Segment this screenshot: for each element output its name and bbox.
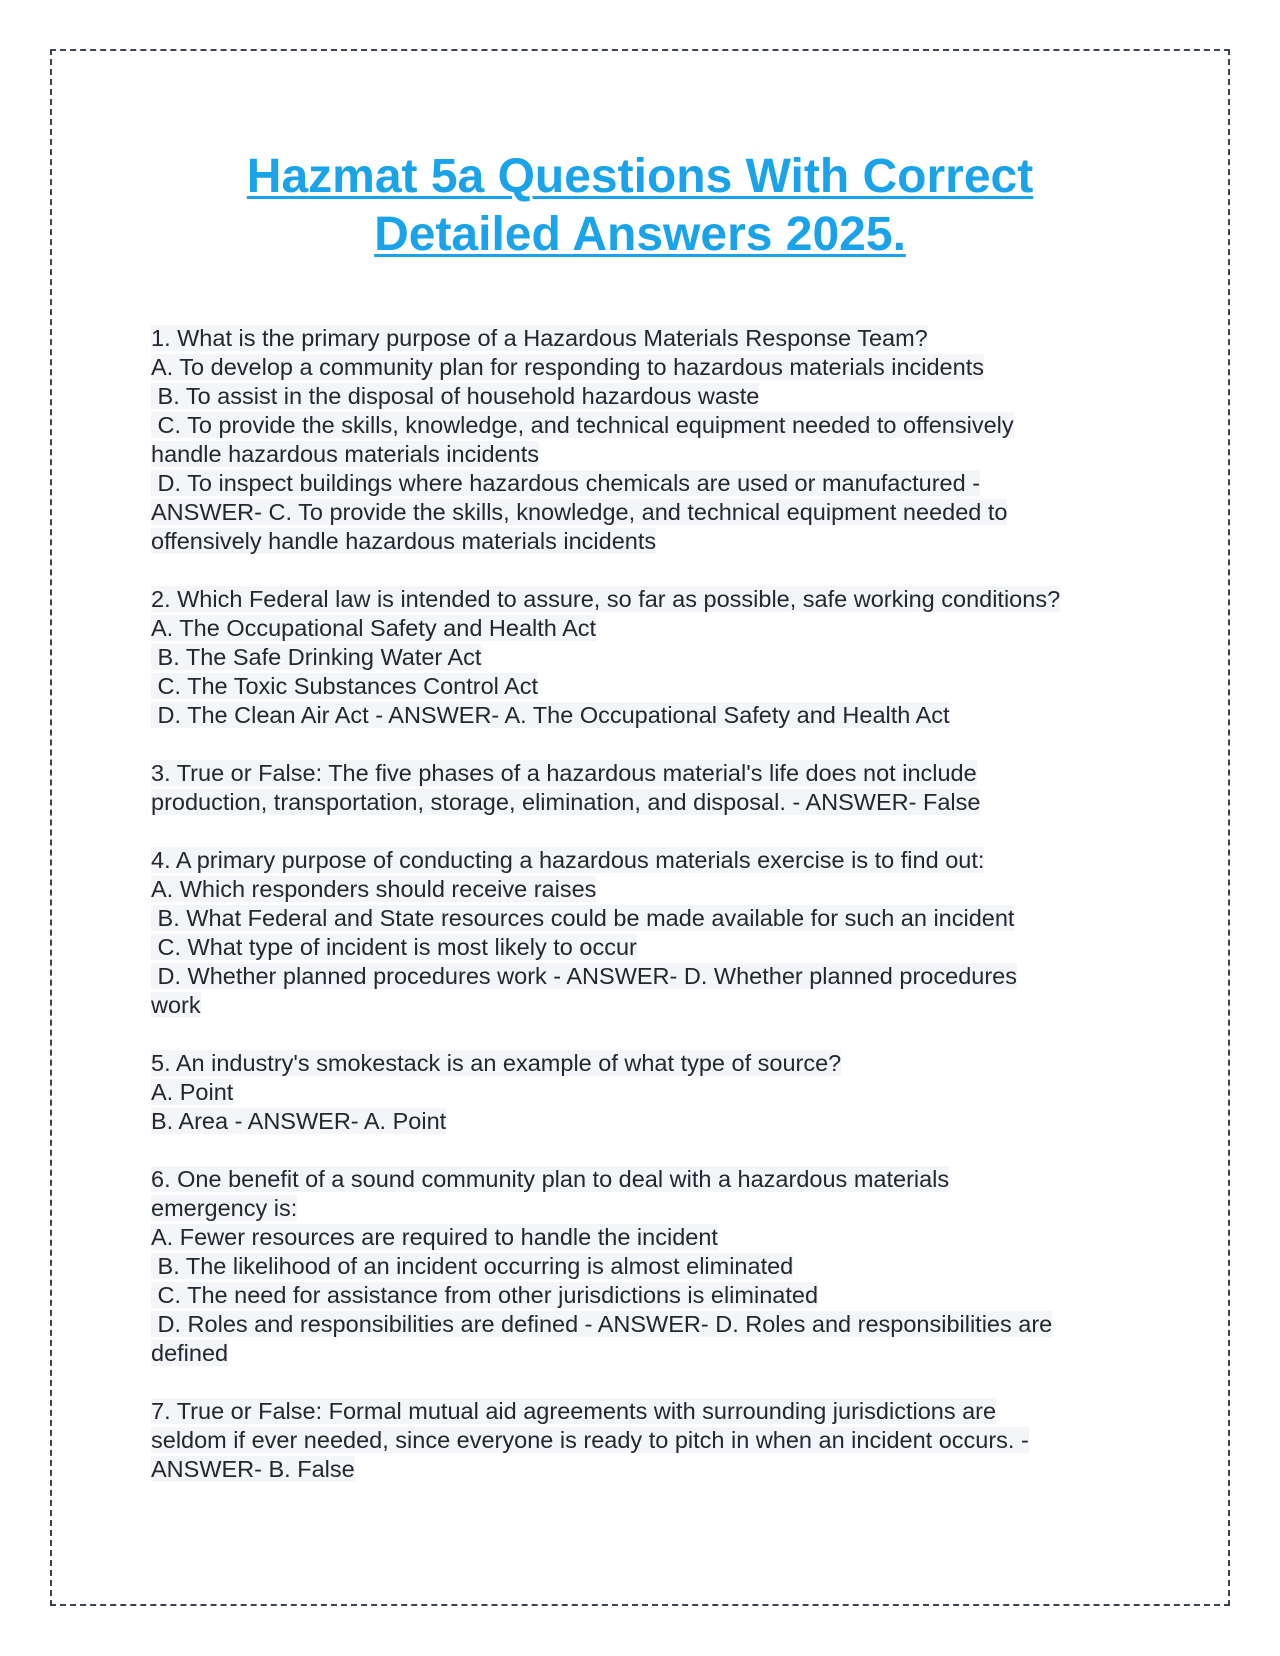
question-text: A. Which responders should receive raises <box>151 876 597 902</box>
question-line <box>151 672 1141 701</box>
question-line <box>151 788 1141 817</box>
question-line <box>151 933 1141 962</box>
question-text: C. The need for assistance from other jurisdictions is eliminated <box>151 1282 819 1308</box>
question-text: ANSWER- B. False <box>151 1456 355 1482</box>
question-text: B. The likelihood of an incident occurring is almost eliminated <box>151 1253 794 1279</box>
question-block <box>151 846 1141 1020</box>
question-text: 5. An industry's smokestack is an example of what type of source? <box>151 1050 842 1076</box>
question-line <box>151 846 1141 875</box>
question-text: B. What Federal and State resources could be made available for such an incident <box>151 905 1015 931</box>
question-line <box>151 614 1141 643</box>
question-line <box>151 353 1141 382</box>
question-line <box>151 1339 1141 1368</box>
question-line <box>151 991 1141 1020</box>
question-text: defined <box>151 1340 229 1366</box>
question-line <box>151 1397 1141 1426</box>
question-block <box>151 1397 1141 1484</box>
question-text: B. To assist in the disposal of household hazardous waste <box>151 383 760 409</box>
question-line <box>151 643 1141 672</box>
question-text: 7. True or False: Formal mutual aid agreements with surrounding jurisdictions are <box>151 1398 997 1424</box>
question-text: C. The Toxic Substances Control Act <box>151 673 539 699</box>
question-line <box>151 759 1141 788</box>
question-text: A. To develop a community plan for responding to hazardous materials incidents <box>151 354 984 380</box>
question-line <box>151 1165 1141 1194</box>
question-text: seldom if ever needed, since everyone is ready to pitch in when an incident occurs. - <box>151 1427 1029 1453</box>
question-line <box>151 324 1141 353</box>
question-block <box>151 1049 1141 1136</box>
question-line <box>151 469 1141 498</box>
question-line <box>151 1107 1141 1136</box>
document-title <box>150 148 1130 264</box>
question-line <box>151 585 1141 614</box>
question-text: A. Fewer resources are required to handle the incident <box>151 1224 718 1250</box>
question-block <box>151 1165 1141 1368</box>
question-text: A. Point <box>151 1079 234 1105</box>
question-line <box>151 527 1141 556</box>
question-text: 1. What is the primary purpose of a Hazardous Materials Response Team? <box>151 325 928 351</box>
question-line <box>151 1049 1141 1078</box>
questions-list <box>151 324 1141 1513</box>
question-text: work <box>151 992 201 1018</box>
question-text: 6. One benefit of a sound community plan to deal with a hazardous materials <box>151 1166 950 1192</box>
question-line <box>151 701 1141 730</box>
question-block <box>151 324 1141 556</box>
question-block <box>151 759 1141 817</box>
question-line <box>151 962 1141 991</box>
question-line <box>151 1252 1141 1281</box>
question-text: production, transportation, storage, elimination, and disposal. - ANSWER- False <box>151 789 981 815</box>
question-text: 4. A primary purpose of conducting a hazardous materials exercise is to find out: <box>151 847 985 873</box>
question-line <box>151 1455 1141 1484</box>
question-text: D. Roles and responsibilities are defined - ANSWER- D. Roles and responsibilities are <box>151 1311 1053 1337</box>
question-line <box>151 1078 1141 1107</box>
question-text: B. Area - ANSWER- A. Point <box>151 1108 447 1134</box>
question-line <box>151 440 1141 469</box>
question-text: offensively handle hazardous materials incidents <box>151 528 657 554</box>
question-text: emergency is: <box>151 1195 298 1221</box>
question-line <box>151 1194 1141 1223</box>
question-text: 2. Which Federal law is intended to assure, so far as possible, safe working conditions? <box>151 586 1061 612</box>
question-text: C. What type of incident is most likely to occur <box>151 934 637 960</box>
question-line <box>151 1310 1141 1339</box>
title-line-2: Detailed Answers 2025. <box>374 208 906 261</box>
question-text: C. To provide the skills, knowledge, and technical equipment needed to offensively <box>151 412 1014 438</box>
title-line-1: Hazmat 5a Questions With Correct <box>246 150 1034 203</box>
question-text: A. The Occupational Safety and Health Act <box>151 615 597 641</box>
question-text: ANSWER- C. To provide the skills, knowledge, and technical equipment needed to <box>151 499 1008 525</box>
question-text: handle hazardous materials incidents <box>151 441 539 467</box>
question-block <box>151 585 1141 730</box>
question-line <box>151 498 1141 527</box>
question-text: D. Whether planned procedures work - ANSWER- D. Whether planned procedures <box>151 963 1017 989</box>
question-text: 3. True or False: The five phases of a hazardous material's life does not include <box>151 760 977 786</box>
question-text: D. The Clean Air Act - ANSWER- A. The Occupational Safety and Health Act <box>151 702 950 728</box>
question-text: B. The Safe Drinking Water Act <box>151 644 482 670</box>
question-line <box>151 875 1141 904</box>
question-line <box>151 1223 1141 1252</box>
question-line <box>151 904 1141 933</box>
question-line <box>151 382 1141 411</box>
question-line <box>151 1281 1141 1310</box>
question-line <box>151 411 1141 440</box>
question-line <box>151 1426 1141 1455</box>
question-text: D. To inspect buildings where hazardous chemicals are used or manufactured - <box>151 470 981 496</box>
